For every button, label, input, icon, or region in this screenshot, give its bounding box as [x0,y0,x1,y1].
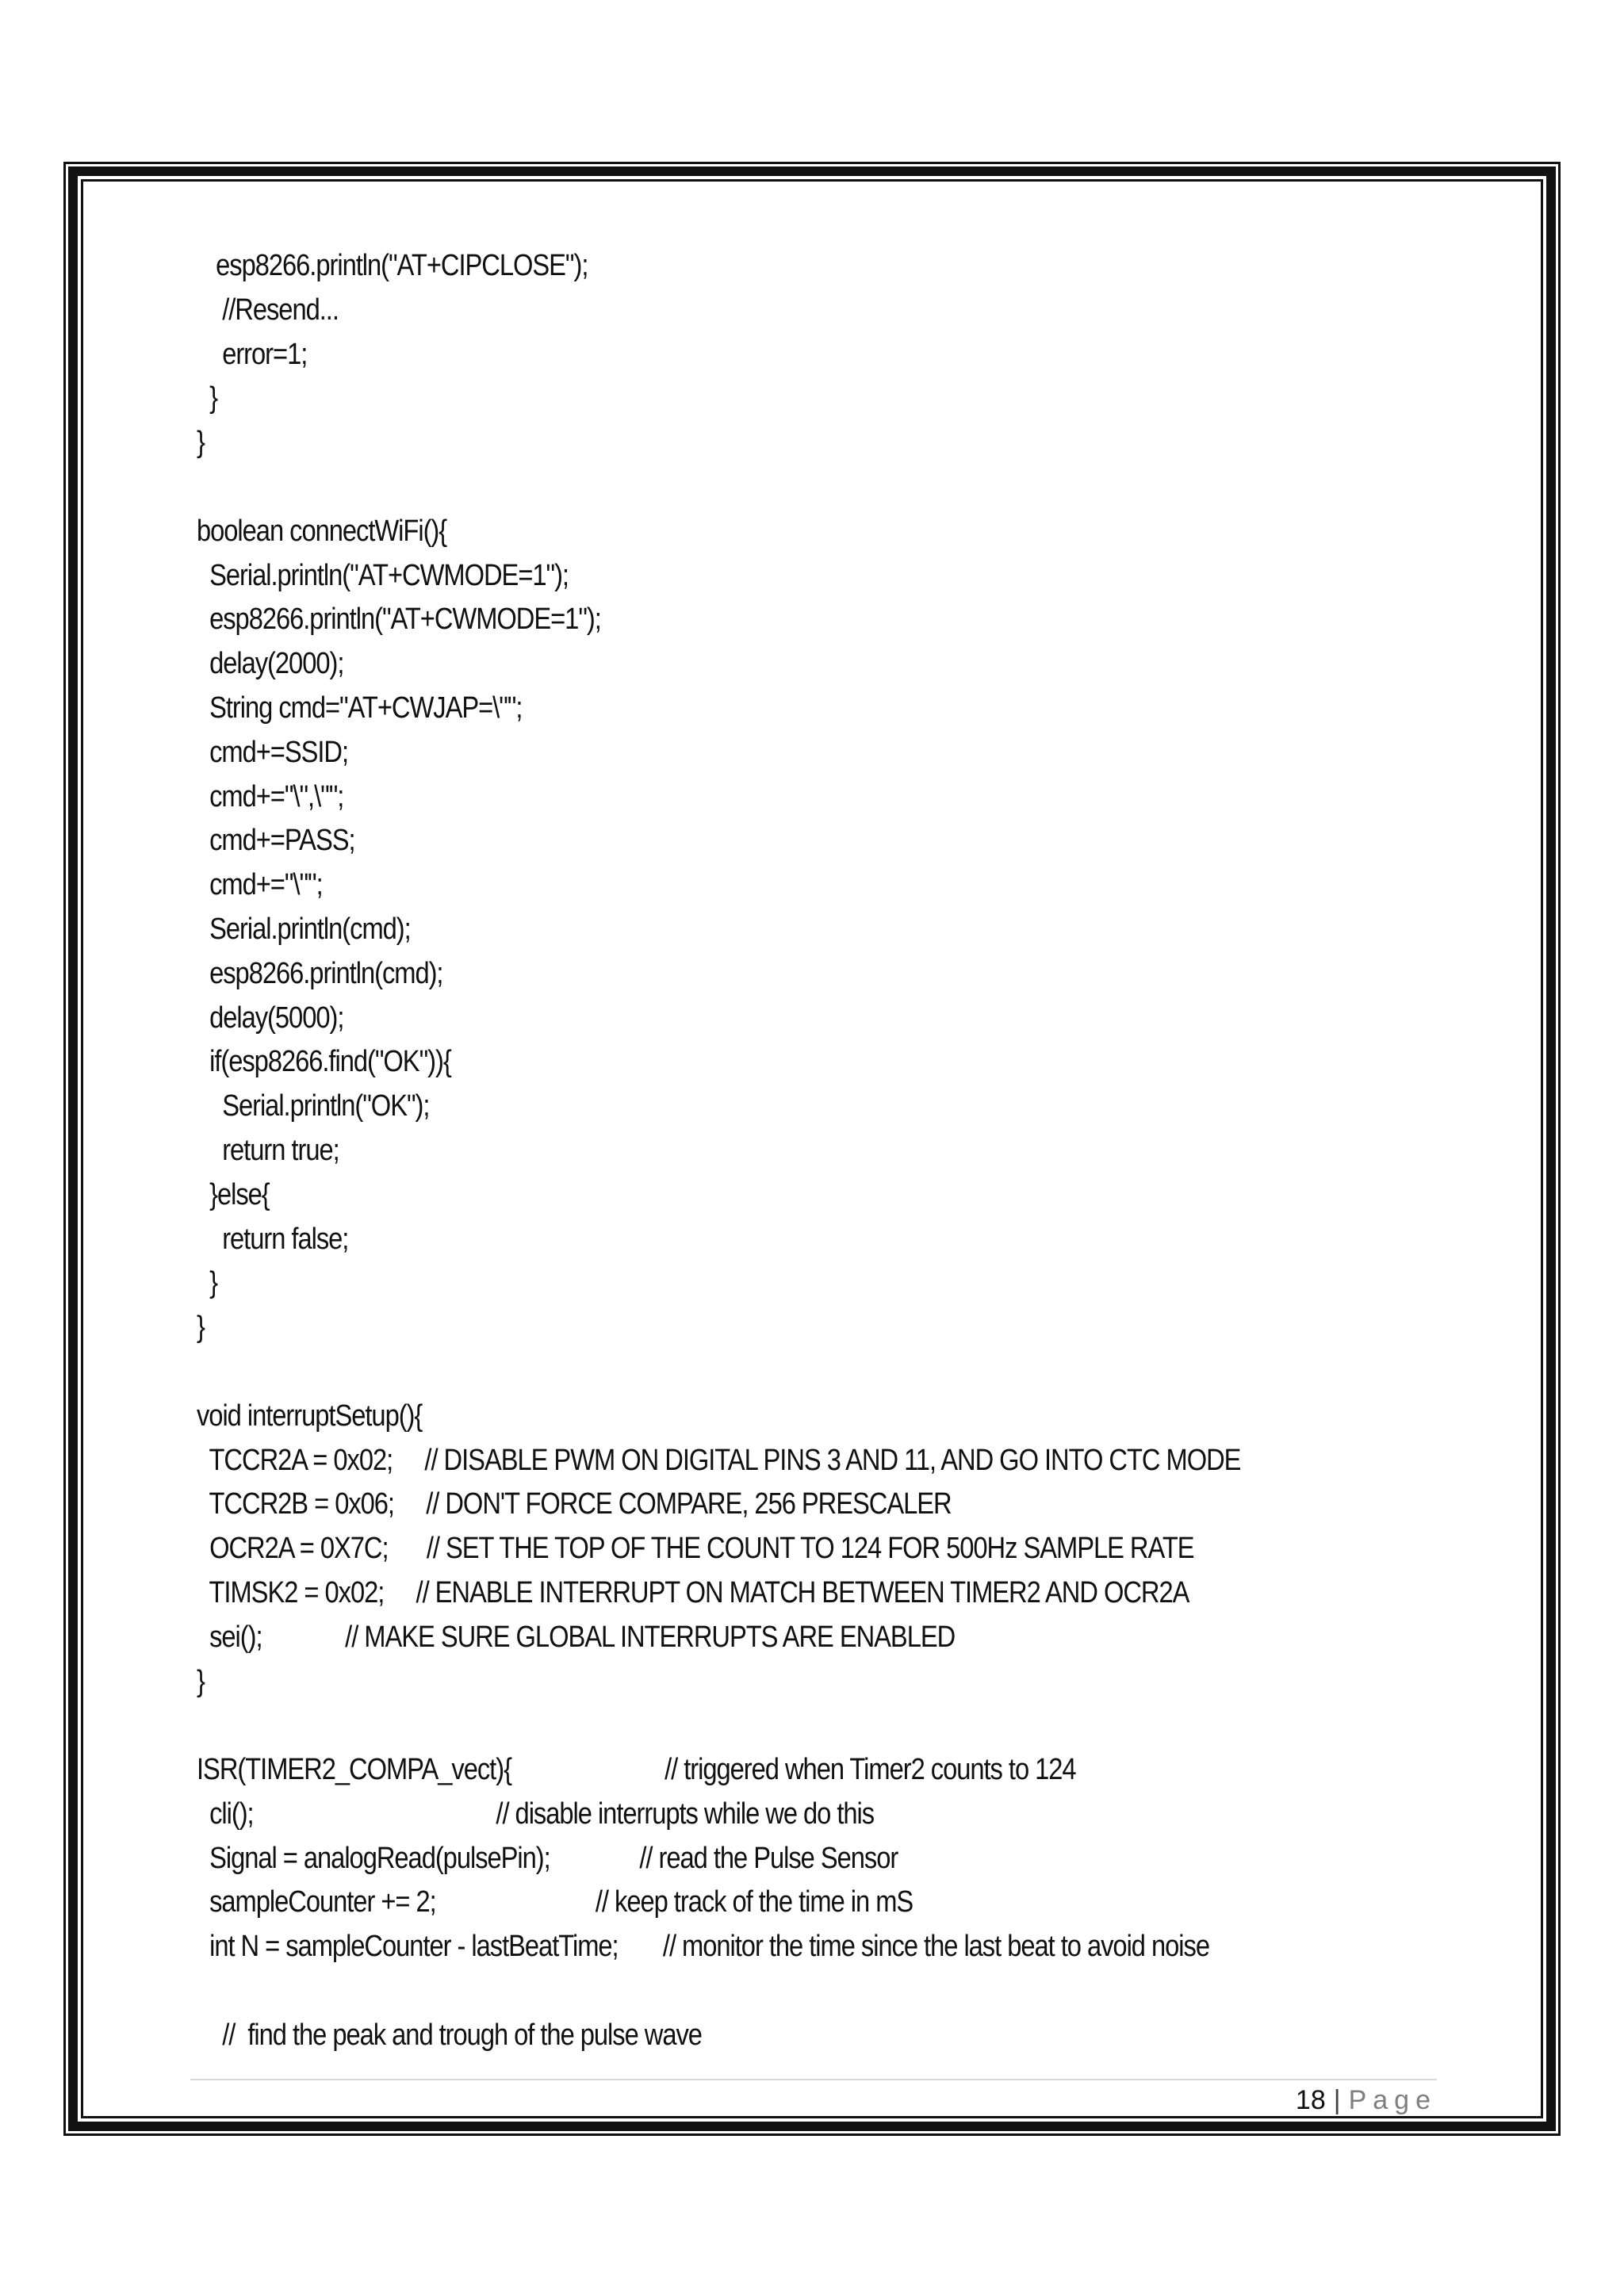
code-line [197,1969,1261,2014]
code-line: error=1; [197,337,308,371]
code-line: ISR(TIMER2_COMPA_vect){ // triggered when Timer2 counts to 124 [197,1753,1076,1787]
code-line: cmd+=SSID; [197,735,349,769]
code-line [197,1350,1261,1395]
page-number: 18 [1295,2085,1326,2115]
code-line: Signal = analogRead(pulsePin); // read the Pulse Sensor [197,1841,898,1875]
code-line [197,1704,1261,1748]
code-line: if(esp8266.find("OK")){ [197,1045,451,1079]
code-line: } [197,1266,217,1300]
code-line: } [197,381,217,415]
code-line: cmd+="\",\""; [197,779,344,813]
code-line: } [197,1311,205,1345]
code-line: return false; [197,1222,349,1256]
code-line: cmd+="\""; [197,868,323,902]
code-line: void interruptSetup(){ [197,1399,423,1433]
code-line: boolean connectWiFi(){ [197,514,447,548]
page-footer [1296,2085,1437,2116]
code-line: OCR2A = 0X7C; // SET THE TOP OF THE COUNT TO 124 FOR 500Hz SAMPLE RATE [197,1532,1194,1566]
code-line: }else{ [197,1177,270,1211]
code-line: esp8266.println("AT+CIPCLOSE"); [197,249,588,282]
code-line: TCCR2A = 0x02; // DISABLE PWM ON DIGITAL PINS 3 AND 11, AND GO INTO CTC MODE [197,1443,1241,1477]
code-line: delay(2000); [197,647,344,681]
code-line: int N = sampleCounter - lastBeatTime; // monitor the time since the last beat to avoid noise [197,1930,1209,1964]
code-line: esp8266.println("AT+CWMODE=1"); [197,603,601,637]
code-line: TIMSK2 = 0x02; // ENABLE INTERRUPT ON MATCH BETWEEN TIMER2 AND OCR2A [197,1575,1189,1609]
code-line: Serial.println(cmd); [197,912,411,946]
code-line: cli(); // disable interrupts while we do this [197,1797,875,1831]
footer-rule [190,2079,1437,2080]
code-block [197,244,1261,2060]
code-line: Serial.println("OK"); [197,1089,430,1123]
code-line: delay(5000); [197,1001,344,1035]
code-line: esp8266.println(cmd); [197,956,443,990]
code-line: cmd+=PASS; [197,824,355,858]
page-label: Page [1348,2085,1437,2115]
code-line: TCCR2B = 0x06; // DON'T FORCE COMPARE, 256 PRESCALER [197,1487,952,1521]
footer-separator: | [1333,2085,1341,2115]
code-line: } [197,426,205,460]
code-line: // find the peak and trough of the pulse wave [197,2018,702,2052]
code-line: //Resend... [197,293,339,327]
code-line [197,465,1261,510]
code-line: Serial.println("AT+CWMODE=1"); [197,558,569,592]
code-line: String cmd="AT+CWJAP=\""; [197,691,523,725]
code-line: } [197,1664,205,1698]
code-line: sei(); // MAKE SURE GLOBAL INTERRUPTS ARE ENABLED [197,1620,956,1654]
code-line: return true; [197,1133,339,1167]
code-line: sampleCounter += 2; // keep track of the time in mS [197,1885,914,1919]
